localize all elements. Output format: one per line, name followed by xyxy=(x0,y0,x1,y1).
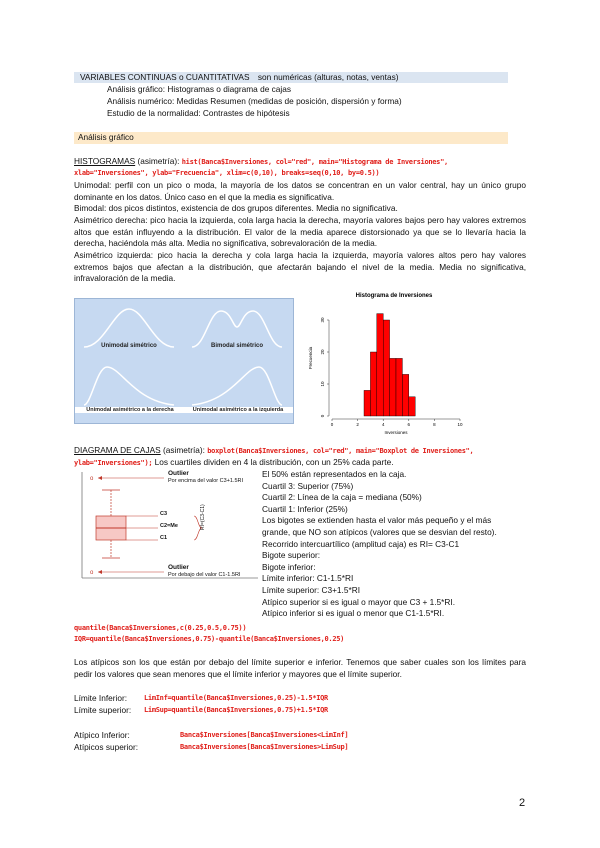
at-inf-label: Atípico Inferior: xyxy=(74,730,130,740)
y-tick-label: 10 xyxy=(320,381,325,387)
histogram-bar xyxy=(364,390,370,416)
distribution-shapes-figure xyxy=(74,298,294,424)
boxplot-text-line: grande, que NO son atípicos (valores que se desvian del resto). xyxy=(262,527,497,537)
lim-sup-code: LimSup=quantile(Banca$Inversiones,0.75)+1.5*IQR xyxy=(144,706,328,714)
header-title: VARIABLES CONTINUAS o CUANTITATIVAS xyxy=(80,72,250,82)
header-item: Análisis numérico: Medidas Resumen (medidas de posición, dispersión y forma) xyxy=(107,96,402,106)
lim-inf-code: LimInf=quantile(Banca$Inversiones,0.25)-1.5*IQR xyxy=(144,694,328,702)
boxplot-text-line: Recorrido intercuartílico (amplitud caja) es RI= C3-C1 xyxy=(262,538,460,549)
header-title-rest: son numéricas (alturas, notas, ventas) xyxy=(257,72,399,82)
q3-label: C3 xyxy=(160,511,168,517)
outlier-bottom-label: Outlier xyxy=(168,564,189,571)
boxplot-code-line xyxy=(74,457,394,470)
histogram-heading-line xyxy=(74,156,448,169)
boxplot-text-line: Cuartil 2: Línea de la caja = mediana (50%) xyxy=(262,492,422,503)
x-tick-label: 6 xyxy=(407,422,411,427)
histogram-code-1: hist(Banca$Inversiones, col="red", main="Histograma de Inversiones", xyxy=(181,158,448,166)
shape-label: Unimodal asimétrico a la derecha xyxy=(75,407,185,413)
shape-label: Bimodal simétrico xyxy=(210,343,263,349)
histogram-bar xyxy=(383,320,389,416)
x-tick-label: 4 xyxy=(381,422,385,427)
header-item: Análisis gráfico: Histogramas o diagrama de cajas xyxy=(107,84,291,94)
q2-label: C2=Me xyxy=(160,523,178,529)
boxplot-text-line: Cuartil 1: Inferior (25%) xyxy=(262,503,348,514)
section-title-bar xyxy=(74,132,508,144)
q1-label: C1 xyxy=(160,535,168,541)
lim-sup-label: Límite superior: xyxy=(74,705,132,715)
histogram-bar xyxy=(390,358,396,416)
x-tick-label: 2 xyxy=(356,422,359,427)
shape-label: Unimodal simétrico xyxy=(101,343,157,349)
histogram-bar xyxy=(396,358,402,416)
boxplot-text-line: Límite superior: C3+1.5*RI xyxy=(262,585,360,595)
histogram-paragraph: Bimodal: dos picos distintos, existencia de dos grupos diferentes. Media no significativa. xyxy=(74,203,398,213)
boxplot-figure xyxy=(74,470,260,582)
y-tick-label: 30 xyxy=(320,317,325,323)
svg-text:o: o xyxy=(90,570,94,576)
histogram-paragraph: Asimétrico derecha: pico hacia la izquierda, cola larga hacia la derecha, mayoría valores bajos pero hay valores extremos altos que están influyendo a la distribución. El valor de la media aparece distorsionado ya que se lo llevaría hacia la derecha, haciéndola más alta. Media no significativa, sobrevaloración de la media. xyxy=(74,215,526,249)
histogram-chart xyxy=(304,288,464,436)
boxplot-text-line: Atípico superior si es igual o mayor que C3 + 1.5*RI. xyxy=(262,596,455,607)
histogram-heading-rest: (asimetría): xyxy=(137,156,180,166)
at-sup-label: Atípicos superior: xyxy=(74,742,139,752)
histogram-paragraph: Asimétrico izquierda: pico hacia la derecha y cola larga hacia la izquierda, mayoría valores altos pero hay valores extremos bajos que afectan a la distribución, que afectarán bajando el nivel de la media. Media no significativa, infravaloración de la media. xyxy=(74,250,526,284)
at-sup-code: Banca$Inversiones[Banca$Inversiones>LimSup] xyxy=(180,743,349,751)
boxplot-heading-rest: (asimetría): xyxy=(163,445,205,455)
ri-label: RI=(C3-C1) xyxy=(200,504,206,530)
boxplot-code-2: ylab="Inversiones"); xyxy=(74,459,153,467)
x-tick-label: 10 xyxy=(457,422,463,427)
histogram-bar xyxy=(409,397,415,416)
section-title: Análisis gráfico xyxy=(78,132,134,142)
boxplot-text-line: Los bigotes se extienden hasta el valor más pequeño y el más xyxy=(262,515,492,526)
boxplot-code-4: IQR=quantile(Banca$Inversiones,0.75)-quantile(Banca$Inversiones,0.25) xyxy=(74,635,345,643)
at-inf-code: Banca$Inversiones[Banca$Inversiones<LimInf] xyxy=(180,731,349,739)
histogram-bar xyxy=(377,314,383,416)
outlier-bottom-sub: Por debajo del valor C1-1.5RI xyxy=(168,572,241,578)
histogram-heading: HISTOGRAMAS xyxy=(74,156,136,166)
shape-label: Unimodal asimétrico a la izquierda xyxy=(183,407,293,413)
boxplot-code-3: quantile(Banca$Inversiones,c(0.25,0.5,0.75)) xyxy=(74,624,247,632)
boxplot-text-line: Atípico inferior si es igual o menor que C1-1.5*RI. xyxy=(262,608,445,619)
boxplot-code-1: boxplot(Banca$Inversiones, col="red", main="Boxplot de Inversiones", xyxy=(207,447,474,455)
header-item: Estudio de la normalidad: Contrastes de hipótesis xyxy=(107,108,290,118)
boxplot-heading: DIAGRAMA DE CAJAS xyxy=(74,445,161,455)
boxplot-heading-line xyxy=(74,445,473,458)
x-tick-label: 0 xyxy=(330,422,334,427)
left-skewed-curve xyxy=(187,361,287,409)
page-number: 2 xyxy=(519,797,526,809)
chart-title: Histograma de Inversiones xyxy=(355,293,433,299)
right-skewed-curve xyxy=(79,361,179,409)
outliers-paragraph: Los atípicos son los que están por debajo del límite superior e inferior. Tenemos que saber cuales son los límites para pedir los valores que sean menores que el límite inferior y mayores que el límite superior. xyxy=(74,657,526,679)
histogram-code-2: xlab="Inversiones", ylab="Frecuencia", xlim=c(0,10), breaks=seq(0,10, by=0.5)) xyxy=(74,169,380,177)
header-title-row xyxy=(74,72,508,83)
boxplot-text-line: Bigote superior: xyxy=(262,550,321,561)
histogram-bar xyxy=(402,374,408,416)
y-tick-label: 0 xyxy=(320,414,325,418)
histogram-paragraph: Unimodal: perfil con un pico o moda, la mayoría de los datos se concentran en un valor central, hay un único grupo dominante en los datos. Único caso en el que la media es significativa. xyxy=(74,180,526,202)
x-tick-label: 8 xyxy=(433,422,436,427)
chart-ylabel: Frecuencia xyxy=(308,346,313,370)
boxplot-text-line: Cuartil 3: Superior (75%) xyxy=(262,480,354,491)
boxplot-text-line: Bigote inferior: xyxy=(262,561,316,572)
boxplot-text-line: El 50% están representados en la caja. xyxy=(262,469,407,479)
svg-text:o: o xyxy=(90,476,94,482)
lim-inf-label: Límite Inferior: xyxy=(74,693,128,703)
outlier-top-sub: Por encima del valor C3+1.5RI xyxy=(168,478,244,484)
histogram-bar xyxy=(370,352,376,416)
chart-xlabel: Inversiones xyxy=(384,430,408,435)
y-tick-label: 20 xyxy=(320,349,325,355)
boxplot-text-line: Límite inferior: C1-1.5*RI xyxy=(262,573,354,584)
boxplot-code-2-rest: Los cuartiles dividen en 4 la distribución, con un 25% cada parte. xyxy=(154,457,394,467)
outlier-top-label: Outlier xyxy=(168,470,189,477)
